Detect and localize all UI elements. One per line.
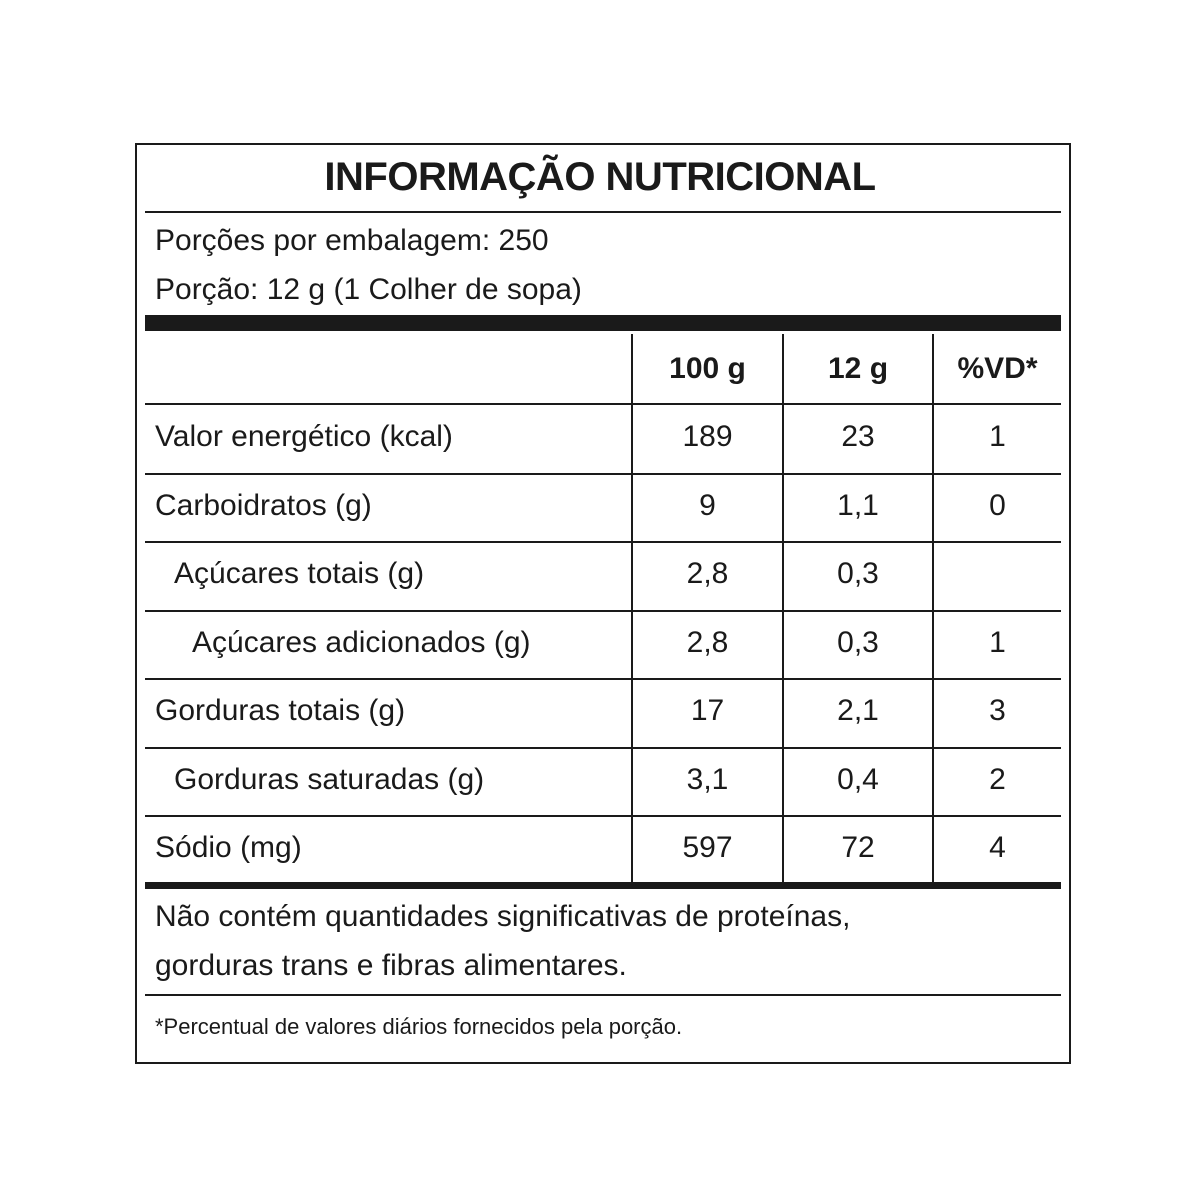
value-per-100g: 3,1 [686, 762, 729, 796]
nutrient-label: Açúcares adicionados (g) [192, 625, 531, 659]
value-per-serving: 1,1 [837, 488, 879, 522]
notes-line-2: gorduras trans e fibras alimentares. [155, 949, 627, 982]
row-divider [145, 678, 1061, 680]
nutrient-label: Gorduras saturadas (g) [174, 762, 485, 796]
value-per-100g: 2,8 [686, 625, 729, 659]
nutrient-label: Gorduras totais (g) [155, 694, 406, 728]
servings-per-package: Porções por embalagem: 250 [155, 224, 549, 257]
row-divider [145, 610, 1061, 612]
value-per-serving: 2,1 [837, 694, 879, 728]
value-per-100g: 2,8 [686, 557, 729, 591]
column-divider-1 [631, 334, 633, 882]
column-header-100g: 100 g [669, 352, 746, 385]
value-per-100g: 189 [682, 420, 733, 454]
value-daily-percent: 1 [989, 625, 1006, 659]
value-per-100g: 597 [682, 831, 733, 865]
nutrient-label: Sódio (mg) [155, 831, 302, 865]
row-divider [145, 541, 1061, 543]
notes-line-1: Não contém quantidades significativas de proteínas, [155, 900, 851, 933]
nutrient-label: Açúcares totais (g) [174, 557, 425, 591]
row-divider [145, 815, 1061, 817]
divider-header [145, 403, 1061, 405]
value-per-serving: 0,3 [837, 625, 879, 659]
divider-footnote [145, 994, 1061, 996]
column-header-serving: 12 g [827, 352, 889, 385]
value-daily-percent: 1 [989, 420, 1006, 454]
nutrient-label: Valor energético (kcal) [155, 420, 453, 454]
value-daily-percent: 3 [989, 694, 1006, 728]
row-divider [145, 473, 1061, 475]
value-per-serving: 0,3 [837, 557, 879, 591]
value-daily-percent: 0 [989, 488, 1006, 522]
value-daily-percent: 2 [989, 762, 1006, 796]
value-per-serving: 0,4 [837, 762, 879, 796]
value-per-serving: 23 [841, 420, 875, 454]
value-per-100g: 9 [699, 488, 716, 522]
row-divider [145, 747, 1061, 749]
nutrient-label: Carboidratos (g) [155, 488, 372, 522]
footnote: *Percentual de valores diários fornecidos pela porção. [155, 1014, 683, 1039]
divider-thick-bottom [145, 882, 1061, 889]
column-header-vd: %VD* [957, 352, 1038, 385]
value-per-100g: 17 [690, 694, 725, 728]
column-divider-3 [932, 334, 934, 882]
value-daily-percent: 4 [989, 831, 1006, 865]
divider-title [145, 211, 1061, 213]
value-per-serving: 72 [841, 831, 875, 865]
nutrition-title: INFORMAÇÃO NUTRICIONAL [324, 155, 876, 199]
serving-size: Porção: 12 g (1 Colher de sopa) [155, 273, 582, 306]
divider-thick-top [145, 315, 1061, 331]
column-divider-2 [782, 334, 784, 882]
